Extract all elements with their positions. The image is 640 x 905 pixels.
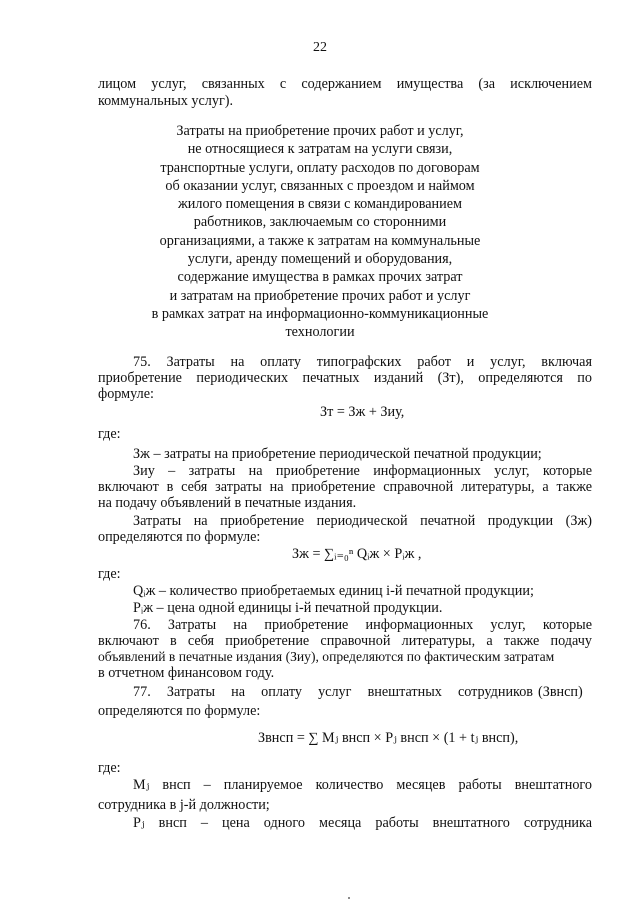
subsection-line-2: определяются по формуле:: [98, 529, 261, 545]
heading-line: не относящиеся к затратам на услуги связи,: [187, 141, 453, 158]
item76-line-3: объявлений в печатные издания (Зиу), определяются по фактическим затратам: [98, 649, 555, 664]
where-label: где:: [98, 760, 121, 776]
item75-line-2: приобретение периодических печатных изданий (Зᴛ), определяются по: [98, 370, 592, 386]
item77-symbol: (Звнсп): [538, 684, 583, 700]
definition-mj-line-2: сотрудника в j-й должности;: [98, 797, 270, 813]
heading-line: в рамках затрат на информационно-коммуникационные: [151, 305, 489, 322]
subsection-line-1: Затраты на приобретение периодической печатной продукции (Зж): [133, 513, 592, 529]
intro-line-1: лицом услуг, связанных с содержанием имущества (за исключением: [98, 76, 592, 92]
item75-line-1: 75. Затраты на оплату типографских работ и услуг, включая: [133, 354, 592, 370]
item76-line-4: в отчетном финансовом году.: [98, 665, 275, 681]
page-number: 22: [313, 40, 327, 55]
heading-line: услуги, аренду помещений и оборудования,: [187, 251, 453, 268]
item77-line-2: определяются по формуле:: [98, 703, 261, 719]
formula-zvnsp: Звнсп = ∑ Mⱼ внсп × Pⱼ внсп × (1 + tⱼ внсп),: [258, 730, 519, 746]
formula-zzh: Зж = ∑ᵢ₌₀ⁿ Qᵢж × Pᵢж ,: [292, 546, 422, 562]
definition-pj-line-1: Pⱼ внсп – цена одного месяца работы внештатного сотрудника: [133, 815, 592, 831]
where-label: где:: [98, 426, 121, 442]
definition-ziu-line-2: включают в себя затраты на приобретение справочной литературы, а также: [98, 479, 592, 495]
heading-line: технологии: [285, 324, 355, 341]
heading-line: и затратам на приобретение прочих работ и услуг: [169, 287, 471, 304]
definition-qizh: Qᵢж – количество приобретаемых единиц i-й печатной продукции;: [133, 583, 534, 599]
intro-line-2: коммунальных услуг).: [98, 93, 234, 109]
definition-ziu-line-1: Зиу – затраты на приобретение информационных услуг, которые: [133, 463, 592, 479]
item76-line-1: 76. Затраты на приобретение информационных услуг, которые: [133, 617, 592, 633]
section-heading: [120, 122, 520, 342]
scan-speck: [348, 897, 350, 899]
heading-line: Затраты на приобретение прочих работ и услуг,: [176, 123, 464, 139]
heading-line: организациями, а также к затратам на коммунальные: [159, 232, 481, 249]
definition-mj-line-1: Mⱼ внсп – планируемое количество месяцев работы внештатного: [133, 777, 592, 793]
item76-line-2: включают в себя приобретение справочной литературы, а также подачу: [98, 633, 592, 649]
where-label: где:: [98, 566, 121, 582]
formula-zt: Зᴛ = Зж + Зиу,: [320, 404, 405, 420]
heading-line: об оказании услуг, связанных с проездом и наймом: [165, 177, 475, 194]
heading-line: работников, заключаемым со сторонними: [193, 214, 447, 231]
definition-pizh: Pᵢж – цена одной единицы i-й печатной продукции.: [133, 600, 443, 616]
heading-line: транспортные услуги, оплату расходов по договорам: [160, 159, 480, 176]
heading-line: жилого помещения в связи с командированием: [177, 196, 463, 213]
definition-zzh: Зж – затраты на приобретение периодической печатной продукции;: [133, 446, 542, 462]
item75-line-3: формуле:: [98, 386, 154, 402]
definition-ziu-line-3: на подачу объявлений в печатные издания.: [98, 495, 357, 511]
heading-line: содержание имущества в рамках прочих затрат: [177, 269, 463, 286]
item77-line-1: 77. Затраты на оплату услуг внештатных сотрудников: [133, 684, 533, 700]
